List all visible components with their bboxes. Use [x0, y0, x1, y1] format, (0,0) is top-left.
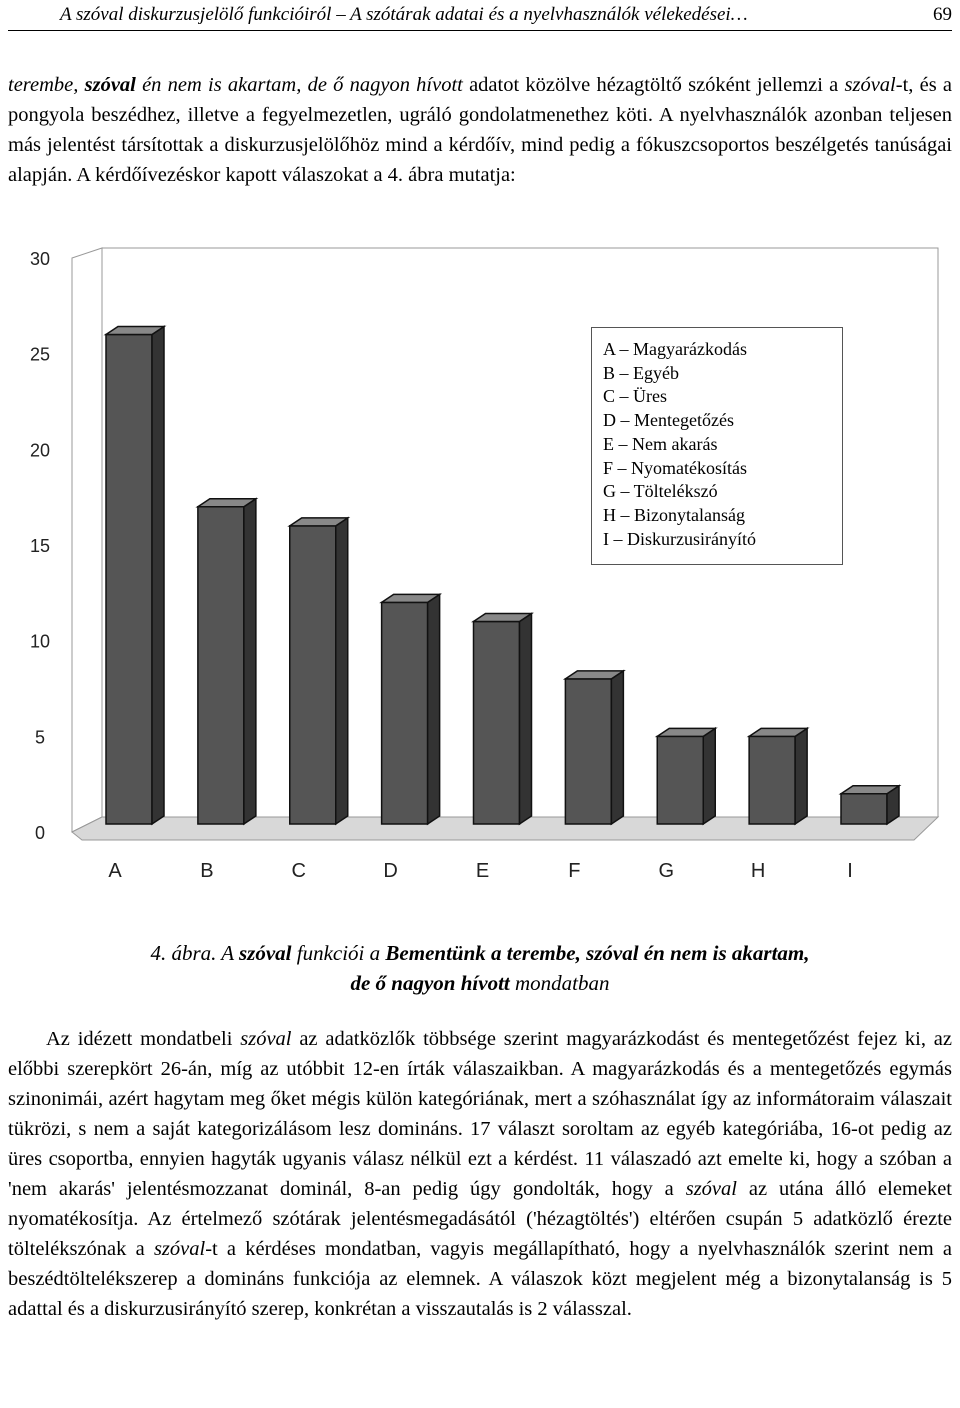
bar-B	[198, 499, 256, 824]
term-szoval: szóval	[240, 1028, 292, 1050]
legend-item: C – Üres	[603, 386, 667, 407]
legend-item: I – Diskurzusirányító	[603, 528, 756, 549]
x-tick-label: D	[383, 860, 398, 882]
text-run: -t, és a pongyola beszédhez, illetve a fegyelmezetlen, ugráló gondolatmenethez köti. A nyelvhasználók azonban teljesen más jelentést társítottak a diskurzusjelölőhöz mind a kérdőív, mind pedig a fókuszcsoportos beszélgetés tanúságai alapján. A kérdőívezéskor kapott válaszokat a 4. ábra mutatja:	[8, 74, 953, 186]
bar-I	[841, 786, 899, 824]
y-tick-label: 0	[34, 823, 46, 843]
term-szoval: szóval	[844, 74, 896, 96]
page-number: 69	[933, 4, 952, 25]
figure-number: 4. ábra.	[150, 941, 217, 965]
x-tick-label: B	[200, 860, 214, 882]
text-run: az adatközlők többsége szerint magyarázkodást és mentegetőzést fejez ki, az előbbi szerepkört 26-án, míg az utóbbit 12-en írták válaszaikban. A magyarázkodás és a mentegetőzés egymás szinonimái, azért hagytam meg őket mégis külön kategóriának, mert a szóhasználat így az informátoraim válaszait tükrözi, s nem a saját kategorizálásom lesz domináns. 17 választ soroltam az egyéb kategóriába, 16-ot pedig az üres csoportba, ennyien hagyták ugyanis válasz nélkül ezt a kérdést. 11 válaszadó azt emelte ki, hogy a szóban a 'nem akarás' jelentésmozzanat dominál, 8-an pedig úgy gondolták, hogy a	[8, 1028, 952, 1200]
text-run: adatot közölve hézagtöltő szóként jellemzi a	[469, 74, 839, 96]
y-axis-ticks	[30, 249, 50, 843]
chart-side-wall	[72, 248, 102, 832]
bar-A	[106, 327, 164, 824]
quote-fragment: én nem is akartam, de ő nagyon hívott	[142, 74, 463, 96]
legend-item: A – Magyarázkodás	[603, 339, 747, 359]
bar-side	[152, 327, 164, 824]
y-tick-label: 25	[29, 344, 51, 365]
bar-side	[795, 728, 807, 824]
bar-front	[474, 622, 520, 824]
legend-item: B – Egyéb	[603, 362, 679, 383]
bar-F	[565, 671, 623, 824]
y-tick-label: 30	[29, 249, 51, 269]
x-tick-label: G	[658, 860, 675, 882]
bar-front	[106, 335, 152, 824]
bar-front	[382, 602, 428, 824]
bar-front	[290, 526, 336, 824]
quote-fragment: terembe,	[8, 74, 79, 96]
text-run: az utána álló elemeket nyomatékosítja. Az értelmező szótárak jelentésmegadásától ('hézagtöltés') eltérően csupán 5 adatközlő érezte töltelékszónak a	[8, 1178, 953, 1260]
bar-C	[290, 518, 348, 824]
term-szoval: szóval	[685, 1178, 737, 1200]
bar-front	[565, 679, 611, 824]
term-szoval: szóval	[153, 1238, 206, 1260]
chart-legend	[591, 327, 843, 565]
legend-item: H – Bizonytalanság	[603, 504, 745, 525]
legend-item: E – Nem akarás	[603, 433, 718, 454]
running-title: A szóval diskurzusjelölő funkcióiról – A szótárak adatai és a nyelvhasználók vélekedései…	[60, 4, 748, 25]
x-axis-ticks	[108, 860, 852, 882]
bar-side	[703, 728, 715, 824]
caption-line-2	[8, 968, 952, 998]
bar-side	[244, 499, 256, 824]
paragraph-intro	[8, 70, 952, 190]
caption-text: mondatban	[515, 971, 610, 995]
bar-front	[198, 507, 244, 824]
paragraph-analysis	[8, 1024, 952, 1324]
x-tick-label: I	[847, 860, 853, 882]
bar-D	[382, 594, 440, 824]
bar-front	[749, 736, 795, 824]
caption-quote: de ő nagyon hívott	[350, 971, 510, 995]
caption-text: funkciói a	[296, 941, 381, 965]
y-tick-label: 5	[34, 727, 46, 748]
legend-item: F – Nyomatékosítás	[603, 457, 747, 478]
x-tick-label: C	[291, 860, 306, 882]
term-szoval: szóval	[84, 74, 136, 96]
bar-front	[841, 794, 887, 824]
x-tick-label: H	[750, 860, 766, 882]
x-tick-label: F	[568, 860, 581, 882]
caption-text: A	[221, 941, 234, 965]
x-tick-label: E	[475, 860, 490, 882]
bar-E	[474, 614, 532, 824]
caption-quote: Bementünk a terembe, szóval én nem is akartam,	[385, 941, 810, 965]
text-run: Az idézett mondatbeli	[46, 1028, 233, 1050]
text-run: -t a kérdéses mondatban, vagyis megállapítható, hogy a nyelvhasználók szerint nem a beszédtöltelékszerep a domináns funkciója az elemnek. A válaszok közt megjelent még a bizonytalanság is 5 adattal és a diskurzusirányító szerep, konkrétan a visszautalás is 2 válasszal.	[8, 1238, 953, 1320]
bar-side	[428, 594, 440, 824]
y-tick-label: 20	[29, 440, 51, 461]
figure-caption	[8, 938, 952, 998]
bar-side	[611, 671, 623, 824]
bar-G	[657, 728, 715, 824]
caption-line-1	[8, 938, 952, 968]
x-tick-label: A	[108, 860, 122, 882]
legend-item: G – Töltelékszó	[603, 481, 718, 502]
bar-side	[336, 518, 348, 824]
bar-H	[749, 728, 807, 824]
y-tick-label: 15	[29, 536, 51, 556]
bar-side	[520, 614, 532, 824]
running-header	[8, 0, 952, 31]
caption-term: szóval	[239, 941, 292, 965]
y-tick-label: 10	[29, 631, 51, 652]
bar-front	[657, 736, 703, 824]
legend-item: D – Mentegetőzés	[603, 410, 734, 431]
